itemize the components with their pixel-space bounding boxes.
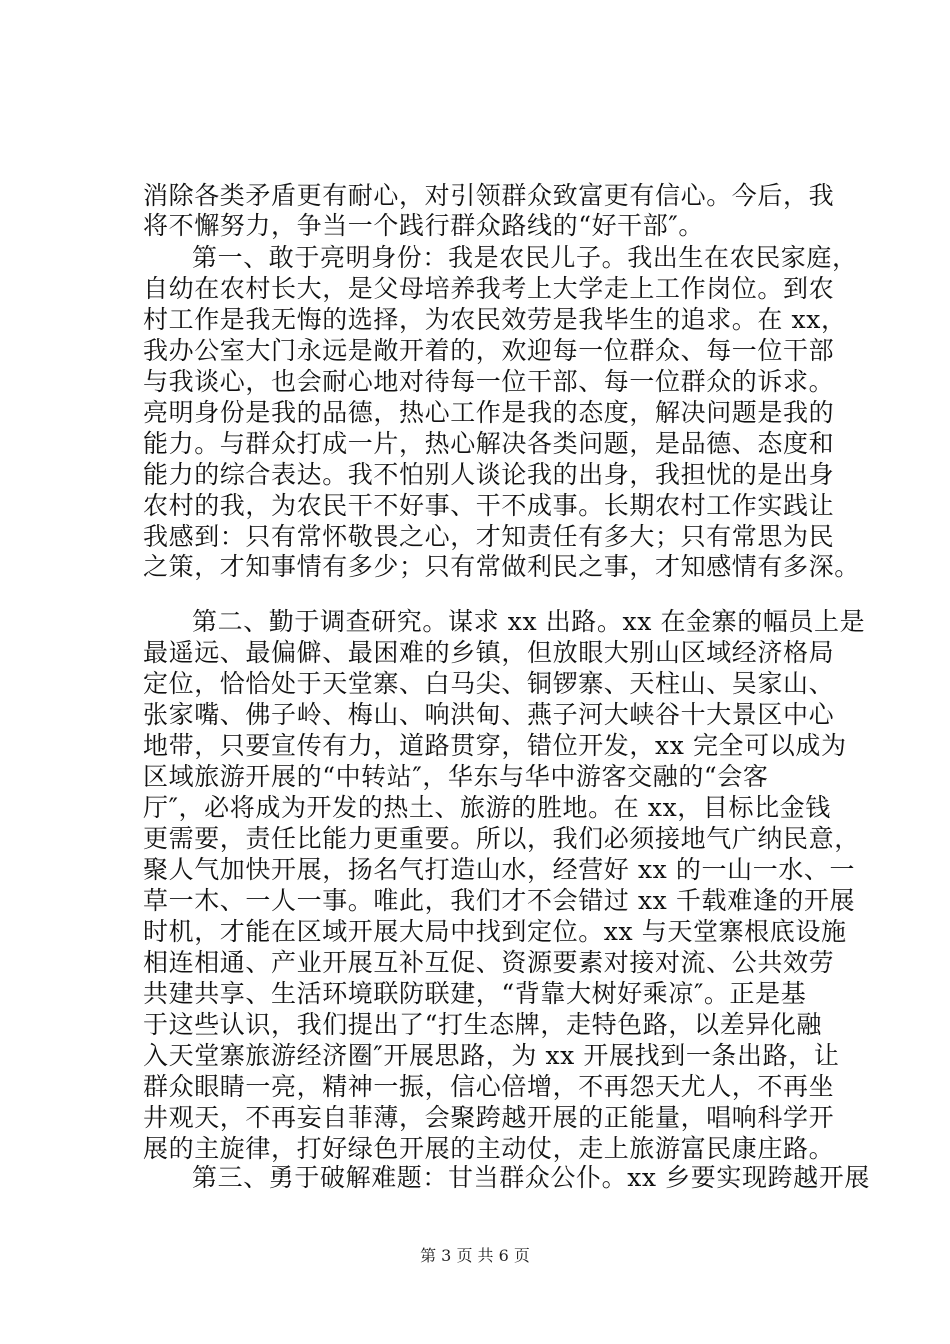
text-line: 厅″，必将成为开发的热土、旅游的胜地。在 xx，目标比金钱 [143,793,831,822]
text-line: 能力的综合表达。我不怕别人谈论我的出身，我担忧的是出身 [143,460,835,489]
text-line: 之策，才知事情有多少；只有常做利民之事，才知感情有多深。 [143,552,860,581]
text-line: 地带，只要宣传有力，道路贯穿，错位开发，xx 完全可以成为 [143,731,847,760]
text-line: 区域旅游开展的“中转站″，华东与华中游客交融的“会客 [143,762,769,791]
text-line: 我感到：只有常怀敬畏之心，才知责任有多大；只有常思为民 [143,522,835,551]
text-line: 农村的我，为农民干不好事、干不成事。长期农村工作实践让 [143,491,835,520]
text-line: 于这些认识，我们提出了“打生态牌，走特色路，以差异化融 [143,1010,822,1039]
text-line: 群众眼睛一亮，精神一振，信心倍增，不再怨天尤人，不再坐 [143,1072,835,1101]
text-line: 展的主旋律，打好绿色开展的主动仗，走上旅游富民康庄路。 [143,1134,835,1163]
text-line: 井观天，不再妄自菲薄，会聚跨越开展的正能量，唱响科学开 [143,1103,835,1132]
paragraph-start-line: 第三、勇于破解难题：甘当群众公仆。xx 乡要实现跨越开展 [192,1163,870,1192]
text-line: 草一木、一人一事。唯此，我们才不会错过 xx 千载难逢的开展 [143,886,856,915]
text-line: 张家嘴、佛子岭、梅山、响洪甸、燕子河大峡谷十大景区中心 [143,700,835,729]
text-line: 村工作是我无悔的选择，为农民效劳是我毕生的追求。在 xx， [143,305,847,334]
text-line: 能力。与群众打成一片，热心解决各类问题，是品德、态度和 [143,429,835,458]
text-line: 时机，才能在区域开展大局中找到定位。xx 与天堂寨根底设施 [143,917,847,946]
paragraph-start-line: 第一、敢于亮明身份：我是农民儿子。我出生在农民家庭， [192,243,858,272]
text-line: 聚人气加快开展，扬名气打造山水，经营好 xx 的一山一水、一 [143,855,856,884]
text-line: 更需要，责任比能力更重要。所以，我们必须接地气广纳民意， [143,824,860,853]
page-number-footer: 第 3 页 共 6 页 [420,1246,530,1265]
text-line: 将不懈努力，争当一个践行群众路线的“好干部″。 [143,211,704,240]
text-line: 最遥远、最偏僻、最困难的乡镇，但放眼大别山区域经济格局 [143,638,835,667]
paragraph-start-line: 第二、勤于调查研究。谋求 xx 出路。xx 在金寨的幅员上是 [192,607,866,636]
text-line: 自幼在农村长大，是父母培养我考上大学走上工作岗位。到农 [143,274,835,303]
text-line: 与我谈心，也会耐心地对待每一位干部、每一位群众的诉求。 [143,367,835,396]
text-line: 我办公室大门永远是敞开着的，欢迎每一位群众、每一位干部 [143,336,835,365]
text-line: 入天堂寨旅游经济圈″开展思路，为 xx 开展找到一条出路，让 [143,1041,840,1070]
text-line: 相连相通、产业开展互补互促、资源要素对接对流、公共效劳 [143,948,835,977]
text-line: 共建共享、生活环境联防联建，“背靠大树好乘凉″。正是基 [143,979,807,1008]
text-line: 定位，恰恰处于天堂寨、白马尖、铜锣寨、天柱山、吴家山、 [143,669,835,698]
text-line: 消除各类矛盾更有耐心，对引领群众致富更有信心。今后，我 [143,181,835,210]
text-line: 亮明身份是我的品德，热心工作是我的态度，解决问题是我的 [143,398,835,427]
